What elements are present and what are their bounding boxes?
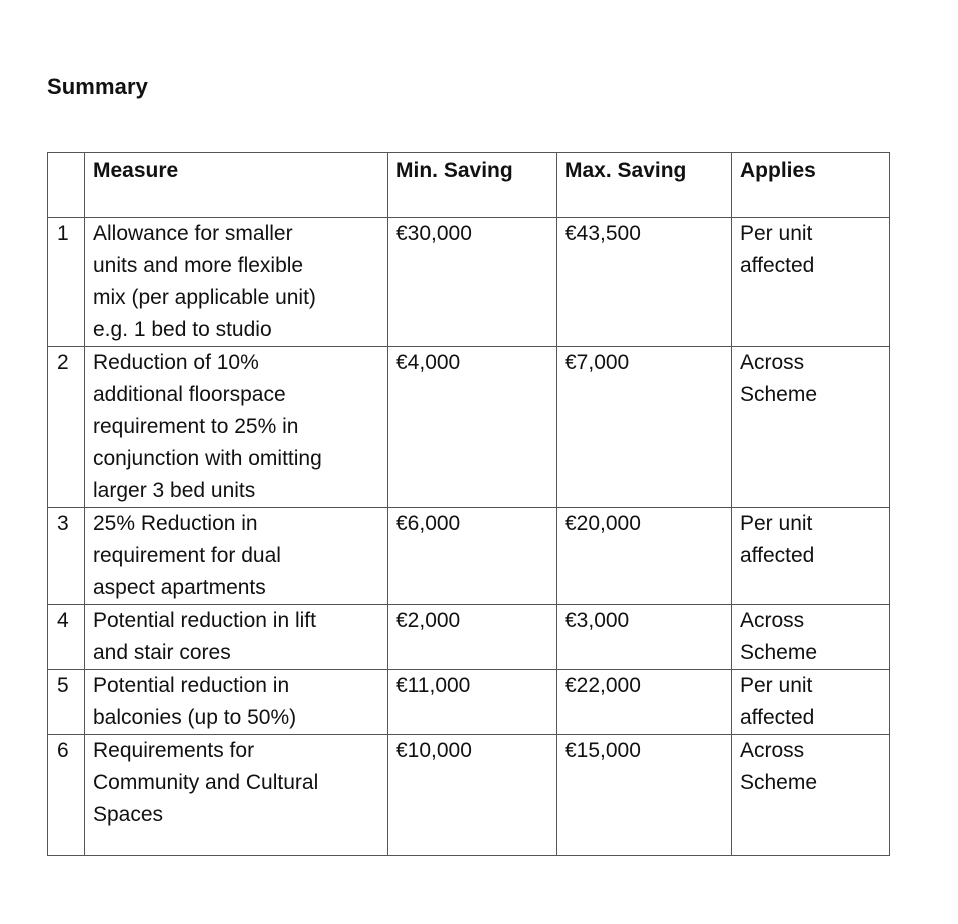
max-saving-cell: €3,000: [557, 605, 732, 670]
applies-line: Across: [740, 739, 805, 762]
table-row: [48, 218, 890, 347]
measure-line: aspect apartments: [93, 576, 266, 599]
row-number: 4: [48, 605, 85, 670]
applies-cell: [732, 605, 890, 670]
applies-cell: [732, 347, 890, 508]
table-row: [48, 735, 890, 856]
applies-line: Per unit: [740, 222, 813, 245]
max-saving-cell: €22,000: [557, 670, 732, 735]
max-saving-cell: €43,500: [557, 218, 732, 347]
applies-line: Scheme: [740, 383, 818, 406]
measure-line: Requirements for: [93, 739, 255, 762]
applies-line: Scheme: [740, 771, 818, 794]
applies-cell: [732, 670, 890, 735]
header-applies: Applies: [732, 153, 890, 218]
measure-cell: [85, 670, 388, 735]
measure-line: e.g. 1 bed to studio: [93, 318, 272, 341]
measure-line: Community and Cultural: [93, 771, 319, 794]
applies-line: Per unit: [740, 512, 813, 535]
measure-cell: [85, 218, 388, 347]
max-saving-cell: €20,000: [557, 508, 732, 605]
measure-line: Potential reduction in lift: [93, 609, 316, 632]
row-number: 6: [48, 735, 85, 856]
applies-line: Scheme: [740, 641, 818, 664]
measure-line: additional floorspace: [93, 383, 286, 406]
max-saving-cell: €7,000: [557, 347, 732, 508]
row-number: 5: [48, 670, 85, 735]
measure-line: mix (per applicable unit): [93, 286, 316, 309]
table-header-row: [48, 153, 890, 218]
applies-cell: [732, 735, 890, 856]
table-row: [48, 508, 890, 605]
measure-line: balconies (up to 50%): [93, 706, 297, 729]
measure-line: Spaces: [93, 803, 164, 826]
measure-line: requirement for dual: [93, 544, 281, 567]
applies-line: affected: [740, 706, 815, 729]
min-saving-cell: €10,000: [388, 735, 557, 856]
row-number: 3: [48, 508, 85, 605]
min-saving-cell: €11,000: [388, 670, 557, 735]
applies-line: Per unit: [740, 674, 813, 697]
min-saving-cell: €4,000: [388, 347, 557, 508]
measure-cell: [85, 347, 388, 508]
min-saving-cell: €2,000: [388, 605, 557, 670]
measure-line: units and more flexible: [93, 254, 304, 277]
header-index: [48, 153, 85, 218]
measure-line: conjunction with omitting: [93, 447, 322, 470]
header-measure: Measure: [85, 153, 388, 218]
applies-line: Across: [740, 609, 805, 632]
table-row: [48, 347, 890, 508]
measure-line: Reduction of 10%: [93, 351, 259, 374]
measure-cell: [85, 735, 388, 856]
summary-table: [47, 152, 890, 856]
header-min-saving: Min. Saving: [388, 153, 557, 218]
measure-line: and stair cores: [93, 641, 231, 664]
row-number: 1: [48, 218, 85, 347]
min-saving-cell: €6,000: [388, 508, 557, 605]
applies-cell: [732, 218, 890, 347]
min-saving-cell: €30,000: [388, 218, 557, 347]
table-row: [48, 605, 890, 670]
measure-line: requirement to 25% in: [93, 415, 299, 438]
applies-line: Across: [740, 351, 805, 374]
measure-cell: [85, 605, 388, 670]
summary-heading: Summary: [47, 74, 148, 99]
measure-cell: [85, 508, 388, 605]
measure-line: 25% Reduction in: [93, 512, 258, 535]
row-number: 2: [48, 347, 85, 508]
max-saving-cell: €15,000: [557, 735, 732, 856]
applies-line: affected: [740, 254, 815, 277]
applies-line: affected: [740, 544, 815, 567]
measure-line: larger 3 bed units: [93, 479, 256, 502]
measure-line: Potential reduction in: [93, 674, 290, 697]
header-max-saving: Max. Saving: [557, 153, 732, 218]
measure-line: Allowance for smaller: [93, 222, 293, 245]
table-row: [48, 670, 890, 735]
applies-cell: [732, 508, 890, 605]
